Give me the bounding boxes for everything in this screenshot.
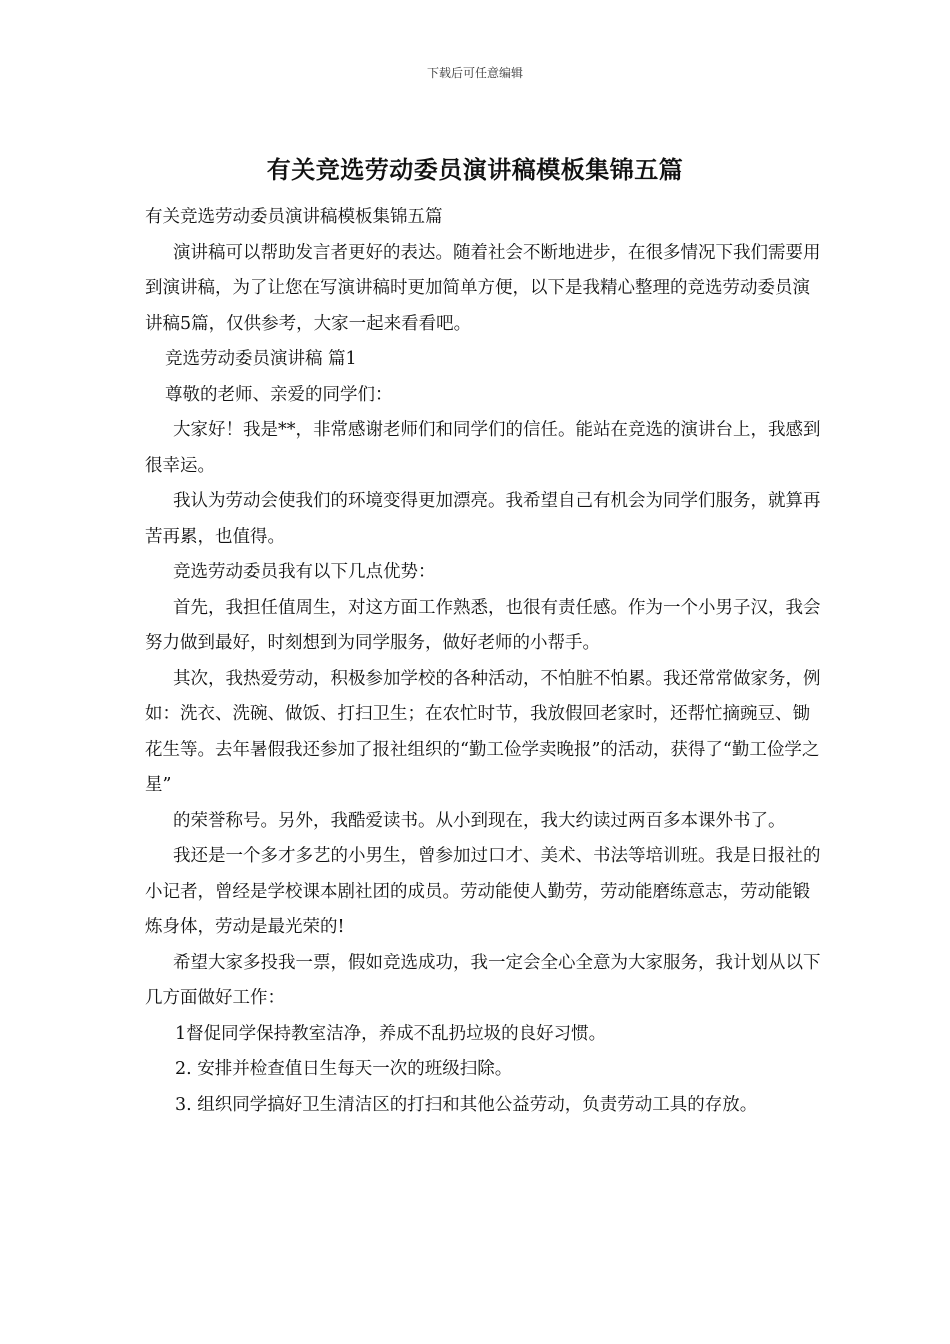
body-paragraph: 我认为劳动会使我们的环境变得更加漂亮。我希望自己有机会为同学们服务，就算再苦再累，也值得。 [145,491,821,547]
section-heading: 竞选劳动委员演讲稿 篇1 [165,349,357,369]
body-paragraph: 我还是一个多才多艺的小男生，曾参加过口才、美术、书法等培训班。我是日报社的小记者，曾经是学校课本剧社团的成员。劳动能使人勤劳，劳动能磨练意志，劳动能锻炼身体，劳动是最光荣的! [145,846,821,937]
body-paragraph: 希望大家多投我一票，假如竞选成功，我一定会全心全意为大家服务，我计划从以下几方面做好工作： [145,952,821,1008]
document-subtitle: 有关竞选劳动委员演讲稿模板集锦五篇 [145,207,443,227]
body-paragraph: 首先，我担任值周生，对这方面工作熟悉，也很有责任感。作为一个小男子汉，我会努力做到最好，时刻想到为同学服务，做好老师的小帮手。 [145,597,821,653]
body-paragraph: 其次，我热爱劳动，积极参加学校的各种活动，不怕脏不怕累。我还常常做家务，例如：洗衣、洗碗、做饭、打扫卫生；在农忙时节，我放假回老家时，还帮忙摘豌豆、锄花生等。去年暑假我还参加了报社组织的“勤工俭学卖晚报”的活动，获得了“勤工俭学之星” [145,668,821,795]
list-item: 2. 安排并检查值日生每天一次的班级扫除。 [175,1059,513,1079]
document-body [145,200,825,1123]
intro-paragraph: 演讲稿可以帮助发言者更好的表达。随着社会不断地进步，在很多情况下我们需要用到演讲稿，为了让您在写演讲稿时更加简单方便，以下是我精心整理的竞选劳动委员演讲稿5篇，仅供参考，大家一起来看看吧。 [145,242,821,334]
header-note: 下载后可任意编辑 [426,66,523,80]
document-title: 有关竞选劳动委员演讲稿模板集锦五篇 [266,155,684,184]
body-paragraph: 大家好！我是**，非常感谢老师们和同学们的信任。能站在竞选的演讲台上，我感到很幸运。 [145,420,821,476]
list-item: 3. 组织同学搞好卫生清洁区的打扫和其他公益劳动，负责劳动工具的存放。 [175,1094,758,1115]
list-item: 1督促同学保持教室洁净，养成不乱扔垃圾的良好习惯。 [175,1023,607,1044]
body-paragraph: 的荣誉称号。另外，我酷爱读书。从小到现在，我大约读过两百多本课外书了。 [173,810,786,831]
body-paragraph: 竞选劳动委员我有以下几点优势： [173,562,436,582]
greeting: 尊敬的老师、亲爱的同学们： [165,384,393,405]
